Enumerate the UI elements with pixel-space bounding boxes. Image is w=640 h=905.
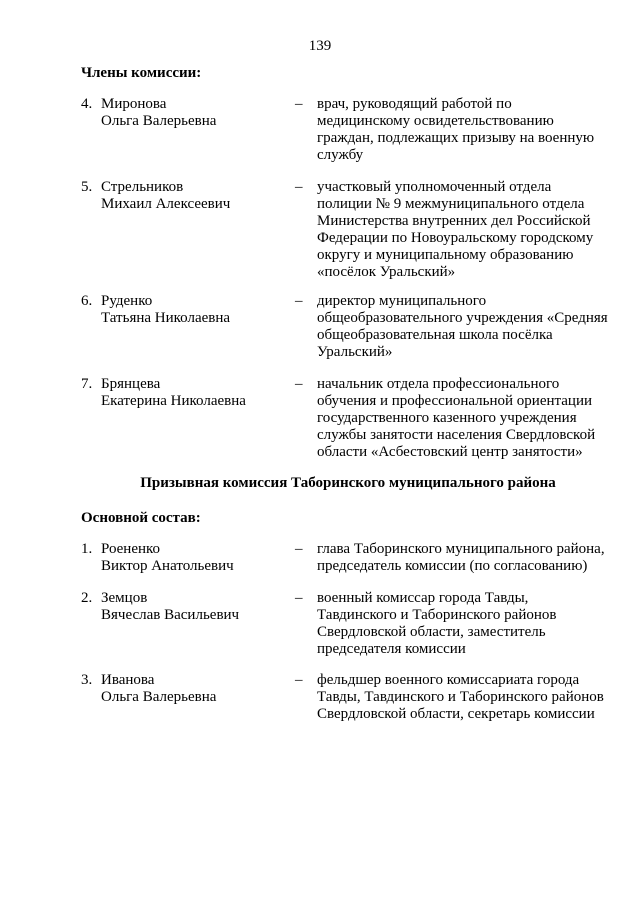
entry-number: 6. (81, 293, 93, 309)
member-name: Руденко Татьяна Николаевна (101, 293, 231, 326)
member-name: Стрельников Михаил Алексеевич (101, 179, 231, 212)
entry-number: 2. (81, 590, 93, 606)
member-position: врач, руководящий работой по медицинскому освидетельствованию граждан, подлежащих призыву на военную службу (317, 96, 595, 163)
member-position: фельдшер военного комиссариата города Тавды, Тавдинского и Таборинского районов Свердловской области, секретарь комиссии (317, 672, 604, 722)
entry-number: 4. (81, 96, 93, 112)
member-name: Брянцева Екатерина Николаевна (101, 376, 246, 409)
member-position: начальник отдела профессионального обучения и профессиональной ориентации государственного казенного учреждения службы занятости населения Свердловской области «Асбестовский центр занятости» (317, 376, 596, 460)
dash: – (295, 590, 303, 606)
dash: – (295, 179, 303, 195)
dash: – (295, 541, 303, 557)
dash: – (295, 96, 303, 112)
member-position: участковый уполномоченный отдела полиции № 9 межмуниципального отдела Министерства внутренних дел Российской Федерации по Новоуральскому городскому округу и муниципальному образованию «посёлок Уральский» (317, 179, 594, 280)
member-entry-3 (81, 672, 621, 772)
member-entry-7 (81, 376, 621, 476)
member-name: Иванова Ольга Валерьевна (101, 672, 217, 705)
main-composition-heading: Основной состав: (81, 510, 201, 526)
members-heading: Члены комиссии: (81, 65, 202, 81)
entry-number: 7. (81, 376, 93, 392)
dash: – (295, 376, 303, 392)
member-name: Роененко Виктор Анатольевич (101, 541, 234, 574)
entry-number: 3. (81, 672, 93, 688)
member-position: военный комиссар города Тавды, Тавдинского и Таборинского районов Свердловской области, заместитель председателя комиссии (317, 590, 557, 657)
member-name: Миронова Ольга Валерьевна (101, 96, 217, 129)
entry-number: 1. (81, 541, 93, 557)
entry-number: 5. (81, 179, 93, 195)
member-entry-5 (81, 179, 621, 279)
page-number: 139 (308, 38, 332, 54)
dash: – (295, 293, 303, 309)
commission-title: Призывная комиссия Таборинского муниципального района (140, 475, 556, 491)
member-position: директор муниципального общеобразовательного учреждения «Средняя общеобразовательная школа посёлка Уральский» (317, 293, 608, 360)
dash: – (295, 672, 303, 688)
member-position: глава Таборинского муниципального района, председатель комиссии (по согласованию) (317, 541, 605, 574)
member-name: Земцов Вячеслав Васильевич (101, 590, 240, 623)
